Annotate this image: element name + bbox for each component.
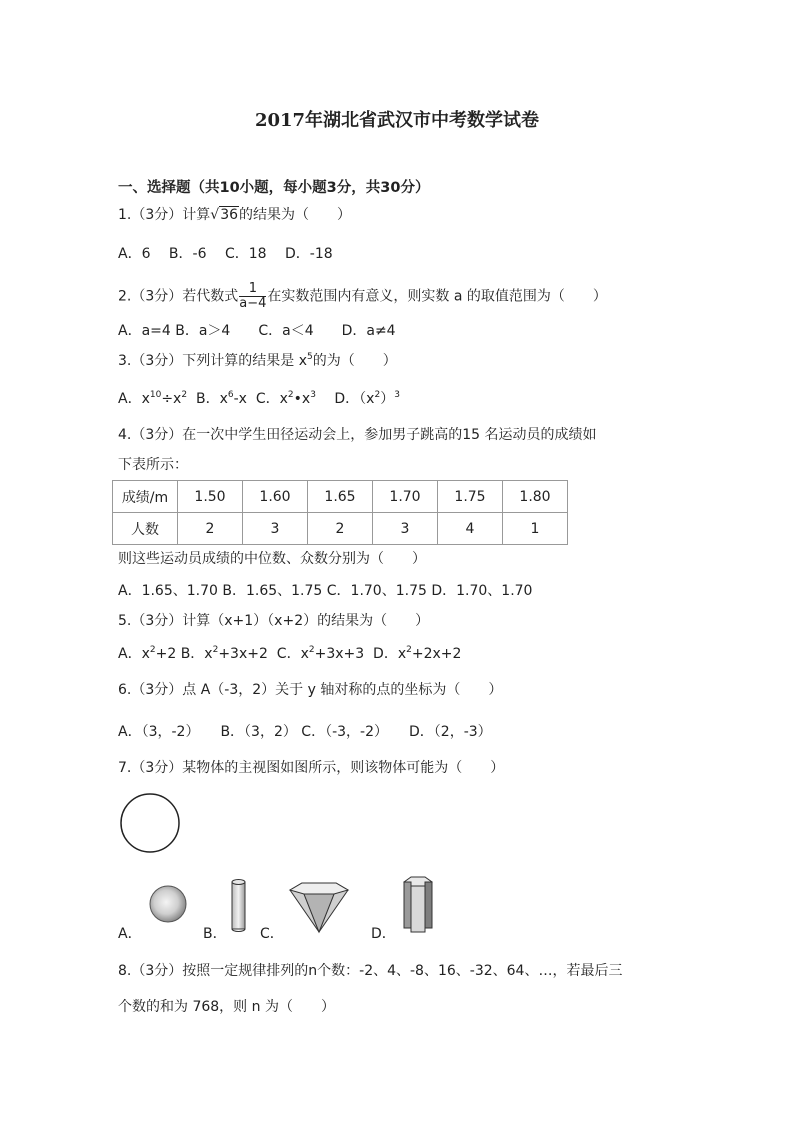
q1-suffix: 的结果为（ ） <box>239 207 352 223</box>
sup: 6 <box>227 390 234 400</box>
q8-line2: 个数的和为 768，则 n 为（ ） <box>118 999 335 1015</box>
table-cell: 1.70 <box>373 481 438 513</box>
sup: 2 <box>374 390 381 400</box>
table-cell: 4 <box>438 513 503 545</box>
q7-label-d: D． <box>371 926 396 942</box>
table-cell: 3 <box>373 513 438 545</box>
q2-prefix: 2.（3分）若代数式 <box>118 288 239 305</box>
q5-optA: A．x <box>118 646 150 662</box>
sup: 3 <box>310 390 316 400</box>
q7-label-c: C． <box>260 926 284 942</box>
q7-label-a: A． <box>118 926 142 942</box>
table-cell: 3 <box>243 513 308 545</box>
q5-optC-end: +3x+3 D．x <box>314 646 407 662</box>
sqrt-sign: √ <box>210 207 220 223</box>
q5-optB-end: +3x+2 C．x <box>218 646 309 662</box>
question-7: 7.（3分）某物体的主视图如图所示，则该物体可能为（ ） <box>118 760 505 776</box>
score-table <box>112 480 568 545</box>
sup: 2 <box>149 645 156 655</box>
q4-ask: 则这些运动员成绩的中位数、众数分别为（ ） <box>118 551 426 567</box>
table-cell: 成绩/m <box>113 481 178 513</box>
q5-optD-end: +2x+2 <box>411 646 462 662</box>
table-cell: 人数 <box>113 513 178 545</box>
question-1 <box>118 205 351 225</box>
sup: 10 <box>149 390 162 400</box>
sup: 2 <box>308 645 315 655</box>
sup: 2 <box>181 390 188 400</box>
sup: 2 <box>212 645 219 655</box>
table-cell: 1.80 <box>503 481 568 513</box>
q3-optB-end: -x C．x <box>233 391 288 407</box>
q8-line1: 8.（3分）按照一定规律排列的n个数：-2、4、-8、16、-32、64、…，若最后三 <box>118 963 623 979</box>
q3-optA: A．x <box>118 391 150 407</box>
sup: 2 <box>287 390 294 400</box>
q5-options <box>118 644 461 666</box>
q3-optC-mid: •x <box>293 391 311 407</box>
frac-denominator: a−4 <box>239 296 267 311</box>
page-title: 2017年湖北省武汉市中考数学试卷 <box>254 110 540 131</box>
cylinder-figure <box>228 878 250 934</box>
table-cell: 1.75 <box>438 481 503 513</box>
q3-options <box>118 389 400 411</box>
sqrt-radicand: 36 <box>220 207 239 223</box>
sup: 3 <box>394 390 400 400</box>
table-row <box>113 481 568 513</box>
q7-label-b: B． <box>203 926 227 942</box>
q3-optA-mid: ÷x <box>161 391 182 407</box>
q3-suffix: 的为（ ） <box>312 353 397 369</box>
table-cell: 2 <box>178 513 243 545</box>
q2-options: A．a=4 B．a＞4 C．a＜4 D．a≠4 <box>118 323 396 339</box>
table-cell: 1.65 <box>308 481 373 513</box>
q2-suffix: 在实数范围内有意义，则实数 a 的取值范围为（ ） <box>267 288 607 305</box>
q4-line1: 4.（3分）在一次中学生田径运动会上，参加男子跳高的15 名运动员的成绩如 <box>118 427 597 443</box>
front-view-circle-figure <box>118 792 182 854</box>
question-2 <box>118 282 607 311</box>
sphere-figure <box>148 884 188 924</box>
table-cell: 1 <box>503 513 568 545</box>
frac-numerator: 1 <box>239 282 266 297</box>
q4-options: A．1.65、1.70 B．1.65、1.75 C．1.70、1.75 D．1.70、1.70 <box>118 583 533 599</box>
sqrt-36 <box>210 205 239 225</box>
q5-optA-end: +2 B．x <box>155 646 213 662</box>
hexagonal-prism-figure <box>398 872 438 936</box>
q6-options: A．（3，-2） B．（3，2） C．（-3，-2） D．（2，-3） <box>118 724 492 740</box>
question-6: 6.（3分）点 A（-3，2）关于 y 轴对称的点的坐标为（ ） <box>118 682 503 698</box>
q3-optD-end: ） <box>380 391 395 407</box>
fraction <box>239 282 266 311</box>
q3-sup: 5 <box>307 352 313 362</box>
q3-optD: D．（x <box>315 391 375 407</box>
sup: 2 <box>406 645 412 655</box>
table-cell: 2 <box>308 513 373 545</box>
question-5: 5.（3分）计算（x+1）（x+2）的结果为（ ） <box>118 613 430 629</box>
q1-options: A．6 B．-6 C．18 D．-18 <box>118 246 333 262</box>
question-3 <box>118 351 397 373</box>
inverted-pyramid-figure <box>286 880 352 936</box>
section-heading-choice: 一、选择题（共10小题，每小题3分，共30分） <box>118 180 430 196</box>
q3-optB: B．x <box>187 391 228 407</box>
table-cell: 1.60 <box>243 481 308 513</box>
q4-line2: 下表所示： <box>118 457 188 473</box>
table-cell: 1.50 <box>178 481 243 513</box>
q1-prefix: 1.（3分）计算 <box>118 207 211 223</box>
table-row <box>113 513 568 545</box>
q3-prefix: 3.（3分）下列计算的结果是 x <box>118 353 307 369</box>
